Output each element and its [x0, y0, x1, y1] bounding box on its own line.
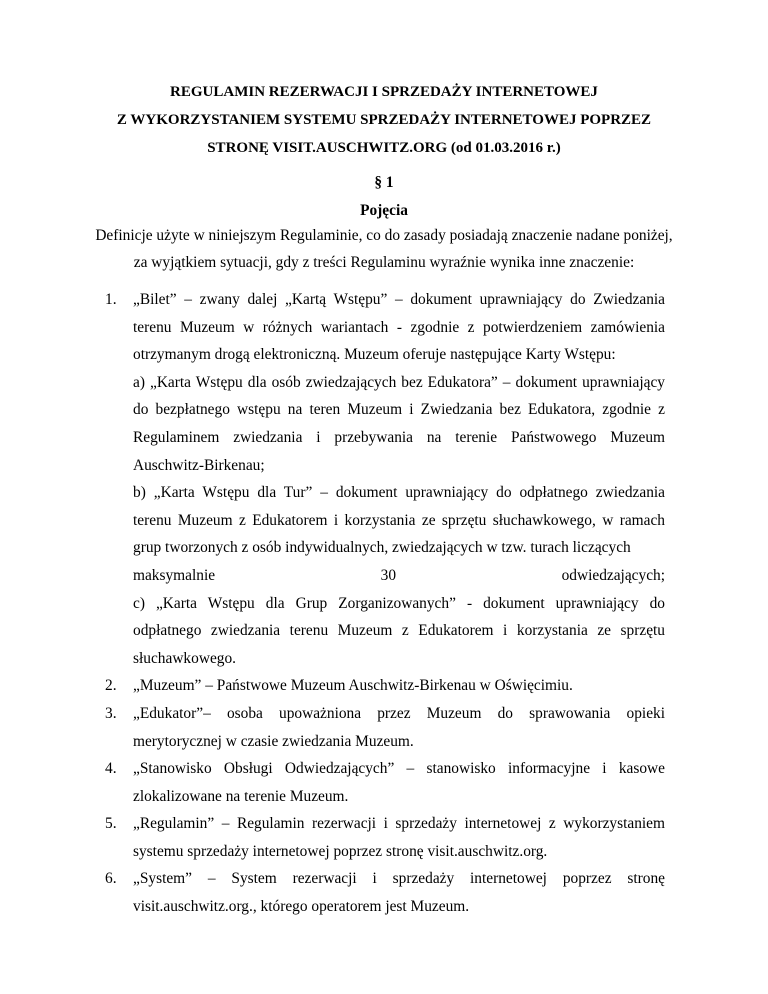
item-number: 6.: [105, 870, 117, 888]
item-sub-a: a) „Karta Wstępu dla osób zwiedzających bez Edukatora” – dokument uprawniający do bezpłatnego wstępu na teren Muzeum i Zwiedzania bez Edukatora, zgodnie z Regulaminem zwiedzania i przebywania na terenie Państwowego Muzeum Auschwitz-Birkenau;: [133, 373, 665, 474]
item-text: „Edukator”– osoba upoważniona przez Muzeum do sprawowania opieki merytorycznej w czasie zwiedzania Muzeum.: [133, 704, 665, 750]
item-number: 2.: [105, 677, 117, 695]
item-text: „Stanowisko Obsługi Odwiedzających” – stanowisko informacyjne i kasowe zlokalizowane na terenie Muzeum.: [133, 760, 665, 805]
section-heading: Pojęcia: [360, 202, 408, 219]
item-text: „System” – System rezerwacji i sprzedaży internetowej poprzez stronę visit.auschwitz.org., którego operatorem jest Muzeum.: [133, 870, 665, 916]
item-text: „Muzeum” – Państwowe Muzeum Auschwitz-Birkenau w Oświęcimiu.: [133, 677, 573, 695]
list-item: [105, 672, 665, 700]
item-number: 3.: [105, 704, 117, 722]
item-text: „Regulamin” – Regulamin rezerwacji i sprzedaży internetowej z wykorzystaniem systemu sprzedaży internetowej poprzez stronę visit.auschwitz.org.: [133, 815, 665, 860]
item-number: 5.: [105, 815, 117, 833]
list-item: [105, 865, 665, 920]
item-sub-b-end: maksymalnie 30 odwiedzających;: [133, 566, 665, 584]
intro-line-1: Definicje użyte w niniejszym Regulaminie, co do zasady posiadają znaczenie nadane poniżej,: [95, 227, 673, 244]
title-line-1: REGULAMIN REZERWACJI I SPRZEDAŻY INTERNETOWEJ: [170, 84, 598, 100]
document-title: [0, 78, 768, 162]
item-sub-b: b) „Karta Wstępu dla Tur” – dokument uprawniający do odpłatnego zwiedzania terenu Muzeum z Edukatorem i korzystania ze sprzętu słuchawkowego, w ramach grup tworzonych z osób indywidualnych, zwiedzających w tzw. turach liczących: [133, 484, 665, 557]
title-line-3: STRONĘ VISIT.AUSCHWITZ.ORG (od 01.03.2016 r.): [207, 140, 561, 156]
section-number: § 1: [374, 174, 394, 191]
title-line-2: Z WYKORZYSTANIEM SYSTEMU SPRZEDAŻY INTERNETOWEJ POPRZEZ: [116, 112, 652, 128]
item-text: „Bilet” – zwany dalej „Kartą Wstępu” – dokument uprawniający do Zwiedzania terenu Muzeum w różnych wariantach - zgodnie z potwierdzeniem zamówienia otrzymanym drogą elektroniczną. Muzeum oferuje następujące Karty Wstępu:: [133, 291, 665, 364]
list-item: [105, 286, 665, 672]
definitions-list: [105, 286, 665, 921]
item-sub-c: c) „Karta Wstępu dla Grup Zorganizowanych” - dokument uprawniający do odpłatnego zwiedzania terenu Muzeum z Edukatorem i korzystania ze sprzętu słuchawkowego.: [133, 594, 665, 667]
item-number: 1.: [105, 291, 117, 308]
list-item: [105, 700, 665, 755]
list-item: [105, 810, 665, 865]
item-number: 4.: [105, 760, 117, 778]
list-item: [105, 755, 665, 810]
intro-line-2: za wyjątkiem sytuacji, gdy z treści Regulaminu wyraźnie wynika inne znaczenie:: [133, 254, 635, 271]
